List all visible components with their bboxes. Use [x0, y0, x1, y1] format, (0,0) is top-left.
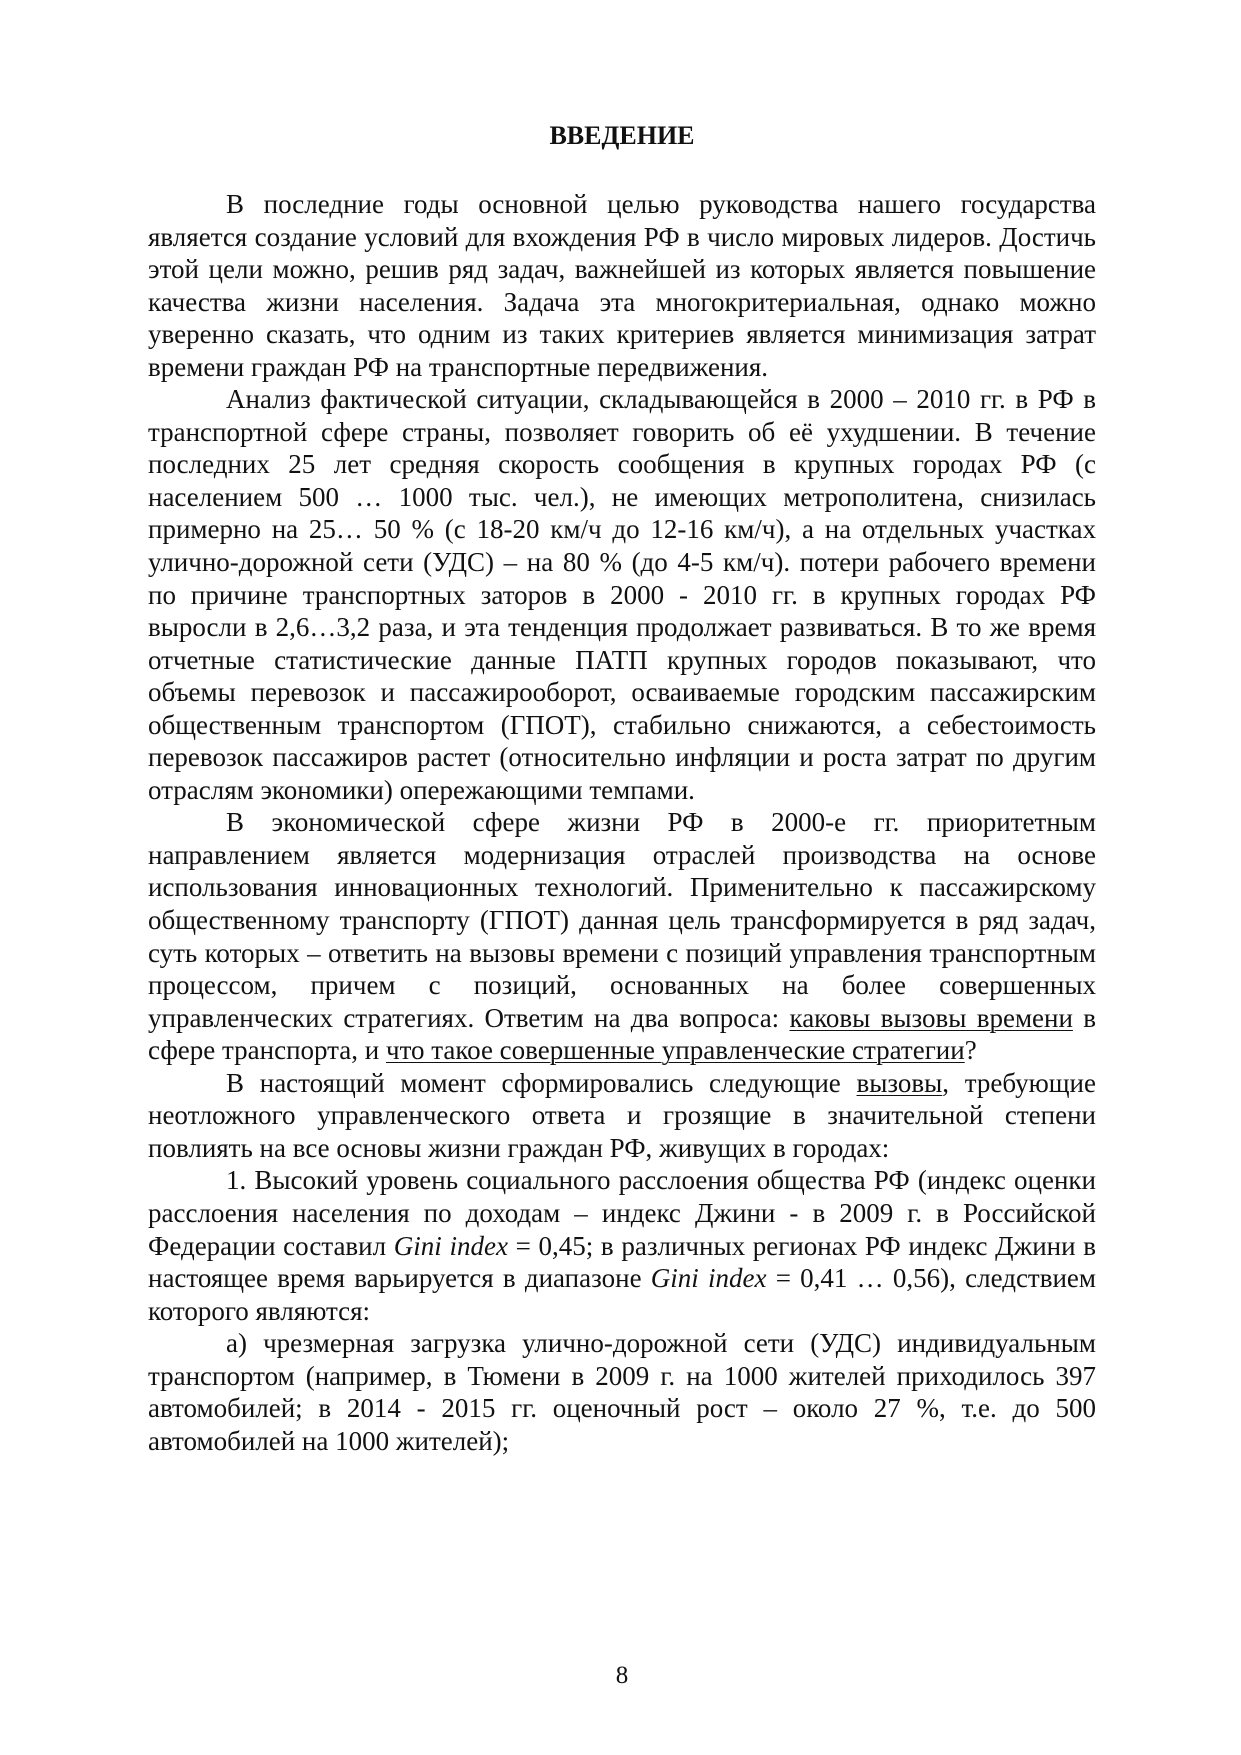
paragraph-text: = 0,41 … 0,56), следствием которого являются:: [148, 1263, 1096, 1326]
paragraph-text: 1. Высокий уровень социального расслоения общества РФ (индекс оценки расслоения населения по доходам – индекс Джини - в 2009 г. в Российской Федерации составил: [148, 1165, 1096, 1261]
gini-index-term: Gini index: [650, 1263, 767, 1294]
paragraph-economy: [148, 806, 1096, 1066]
underlined-word-challenges: вызовы: [856, 1067, 943, 1098]
paragraph-text: ?: [964, 1035, 977, 1066]
paragraph-intro: В последние годы основной целью руководства нашего государства является создание условий для вхождения РФ в число мировых лидеров. Достичь этой цели можно, решив ряд задач, важнейшей из которых является повышение качества жизни населения. Задача эта многокритериальная, однако можно уверенно сказать, что одним из таких критериев является минимизация затрат времени граждан РФ на транспортные передвижения.: [148, 189, 1096, 382]
page-number: 8: [615, 1662, 629, 1689]
paragraph-analysis: Анализ фактической ситуации, складывающейся в 2000 – 2010 гг. в РФ в транспортной сфере страны, позволяет говорить об её ухудшении. В течение последних 25 лет средняя скорость сообщения в крупных городах РФ (с населением 500 … 1000 тыс. чел.), не имеющих метрополитена, снизилась примерно на 25… 50 % (с 18-20 км/ч до 12-16 км/ч), а на отдельных участках улично-дорожной сети (УДС) – на 80 % (до 4-5 км/ч). потери рабочего времени по причине транспортных заторов в 2000 - 2010 гг. в крупных городах РФ выросли в 2,6…3,2 раза, и эта тенденция продолжает развиваться. В то же время отчетные статистические данные ПАТП крупных городов показывают, что объемы перевозок и пассажирооборот, осваиваемые городским пассажирским общественным транспортом (ГПОТ), стабильно снижаются, а себестоимость перевозок пассажиров растет (относительно инфляции и роста затрат по другим отраслям экономики) опережающими темпами.: [148, 384, 1096, 805]
list-item-1: [148, 1164, 1096, 1327]
paragraph-text: В экономической сфере жизни РФ в 2000-е гг. приоритетным направлением является модернизация отраслей производства на основе использования инновационных технологий. Применительно к пассажирскому общественному транспорту (ГПОТ) данная цель трансформируется в ряд задач, суть которых – ответить на вызовы времени с позиций управления транспортным процессом, причем с позиций, основанных на более совершенных управленческих стратегиях. Ответим на два вопроса:: [148, 807, 1096, 1033]
paragraph-text: В настоящий момент сформировались следующие: [226, 1067, 857, 1098]
paragraph-text: в сфере транспорта, и: [148, 1002, 1096, 1066]
page-title: ВВЕДЕНИЕ: [549, 121, 695, 150]
underlined-phrase-challenges: каковы вызовы времени: [789, 1002, 1073, 1033]
body-text: [148, 188, 1096, 1457]
paragraph-challenges: [148, 1067, 1096, 1165]
underlined-phrase-strategies: что такое совершенные управленческие стратегии: [385, 1035, 965, 1066]
paragraph-text: , требующие неотложного управленческого ответа и грозящие в значительной степени повлиять на все основы жизни граждан РФ, живущих в городах:: [148, 1067, 1096, 1163]
gini-index-term: Gini index: [393, 1230, 508, 1261]
list-item-1a: а) чрезмерная загрузка улично-дорожной сети (УДС) индивидуальным транспортом (например, в Тюмени в 2009 г. на 1000 жителей приходилось 397 автомобилей; в 2014 - 2015 гг. оценочный рост – около 27 %, т.е. до 500 автомобилей на 1000 жителей);: [148, 1328, 1096, 1456]
paragraph-text: = 0,45; в различных регионах РФ индекс Джини в настоящее время варьируется в диапазоне: [148, 1230, 1096, 1294]
document-page: [148, 0, 1096, 1755]
